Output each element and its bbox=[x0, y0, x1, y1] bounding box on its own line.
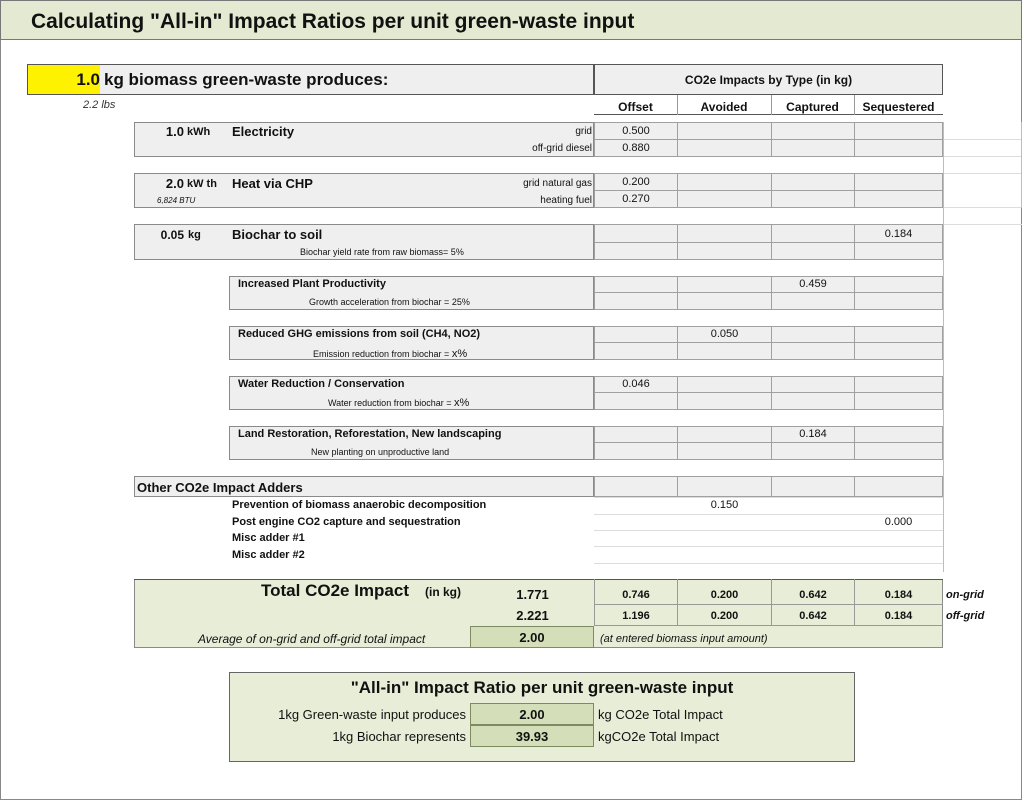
ratio-label-biochar: 1kg Biochar represents bbox=[332, 729, 466, 744]
on-grid-sequestered: 0.184 bbox=[884, 589, 913, 601]
off-grid-avoided: 0.200 bbox=[710, 610, 739, 622]
electricity-qty: 1.0 bbox=[165, 124, 184, 139]
biochar-note: Biochar yield rate from raw biomass= 5% bbox=[300, 247, 464, 257]
biochar-label: Biochar to soil bbox=[232, 227, 323, 242]
off-grid-offset: 1.196 bbox=[622, 610, 650, 622]
ratio-value-biochar: 39.93 bbox=[515, 729, 549, 744]
adder-misc-1: Misc adder #1 bbox=[232, 532, 305, 544]
productivity-label: Increased Plant Productivity bbox=[238, 278, 386, 290]
input-amount: 1.0 bbox=[76, 70, 100, 89]
ghg-avoided: 0.050 bbox=[710, 328, 739, 340]
heat-unit: kW th bbox=[187, 178, 217, 190]
heat-gas-offset: 0.200 bbox=[622, 176, 650, 188]
adder-decomposition-avoided: 0.150 bbox=[710, 499, 739, 511]
water-offset: 0.046 bbox=[622, 378, 650, 390]
land-label: Land Restoration, Reforestation, New landscaping bbox=[238, 428, 502, 440]
biochar-unit: kg bbox=[188, 229, 201, 241]
col-captured: Captured bbox=[786, 100, 839, 114]
land-note: New planting on unproductive land bbox=[311, 447, 450, 457]
off-grid-tag: off-grid bbox=[946, 610, 985, 622]
heat-qty: 2.0 bbox=[165, 176, 184, 191]
impacts-header: CO2e Impacts by Type (in kg) bbox=[684, 73, 853, 87]
biochar-qty: 0.05 bbox=[160, 228, 184, 242]
heat-source-gas: grid natural gas bbox=[523, 178, 592, 189]
avg-label: Average of on-grid and off-grid total impact bbox=[198, 632, 426, 646]
heat-fuel-offset: 0.270 bbox=[622, 193, 650, 205]
productivity-note: Growth acceleration from biochar = 25% bbox=[309, 297, 470, 307]
input-label: kg biomass green-waste produces: bbox=[104, 70, 389, 89]
adder-capture: Post engine CO2 capture and sequestration bbox=[232, 516, 461, 528]
ratio-label-green-waste: 1kg Green-waste input produces bbox=[278, 707, 466, 722]
ghg-label: Reduced GHG emissions from soil (CH4, NO2) bbox=[238, 328, 481, 340]
total-unit: (in kg) bbox=[425, 585, 461, 599]
ratio-unit-green-waste: kg CO2e Total Impact bbox=[598, 707, 723, 722]
off-grid-captured: 0.642 bbox=[799, 610, 827, 622]
heat-btu: 6,824 BTU bbox=[157, 196, 196, 205]
adder-decomposition: Prevention of biomass anaerobic decomposition bbox=[232, 499, 487, 511]
ratio-title: "All-in" Impact Ratio per unit green-waste input bbox=[350, 678, 734, 697]
water-label: Water Reduction / Conservation bbox=[238, 378, 405, 390]
on-grid-offset: 0.746 bbox=[622, 589, 650, 601]
avg-note: (at entered biomass input amount) bbox=[600, 633, 768, 645]
ratio-unit-biochar: kgCO2e Total Impact bbox=[598, 729, 720, 744]
water-note: Water reduction from biochar = x% bbox=[328, 397, 470, 409]
adder-misc-2: Misc adder #2 bbox=[232, 549, 305, 561]
total-on-grid: 1.771 bbox=[516, 587, 549, 602]
electricity-source-diesel: off-grid diesel bbox=[532, 143, 592, 154]
adders-title: Other CO2e Impact Adders bbox=[137, 480, 303, 495]
electricity-unit: kWh bbox=[187, 126, 211, 138]
on-grid-tag: on-grid bbox=[946, 589, 984, 601]
electricity-grid-offset: 0.500 bbox=[622, 125, 650, 137]
heat-source-fuel: heating fuel bbox=[540, 195, 592, 206]
off-grid-sequestered: 0.184 bbox=[884, 610, 913, 622]
productivity-captured: 0.459 bbox=[799, 278, 827, 290]
heat-label: Heat via CHP bbox=[232, 176, 313, 191]
ghg-note: Emission reduction from biochar = x% bbox=[313, 348, 468, 360]
col-avoided: Avoided bbox=[700, 100, 748, 114]
input-lbs: 2.2 lbs bbox=[83, 99, 116, 111]
page-title: Calculating "All-in" Impact Ratios per unit green-waste input bbox=[0, 0, 1022, 40]
biochar-sequestered: 0.184 bbox=[884, 228, 913, 240]
col-sequestered: Sequestered bbox=[862, 100, 935, 114]
avg-value: 2.00 bbox=[519, 630, 545, 645]
on-grid-avoided: 0.200 bbox=[710, 589, 739, 601]
land-captured: 0.184 bbox=[799, 428, 827, 440]
electricity-label: Electricity bbox=[232, 124, 295, 139]
electricity-diesel-offset: 0.880 bbox=[622, 142, 650, 154]
total-label: Total CO2e Impact bbox=[261, 581, 409, 600]
on-grid-captured: 0.642 bbox=[799, 589, 827, 601]
total-off-grid: 2.221 bbox=[516, 608, 549, 623]
ratio-value-green-waste: 2.00 bbox=[519, 707, 545, 722]
col-offset: Offset bbox=[618, 100, 653, 114]
electricity-source-grid: grid bbox=[575, 126, 592, 137]
adder-capture-sequestered: 0.000 bbox=[884, 516, 913, 528]
